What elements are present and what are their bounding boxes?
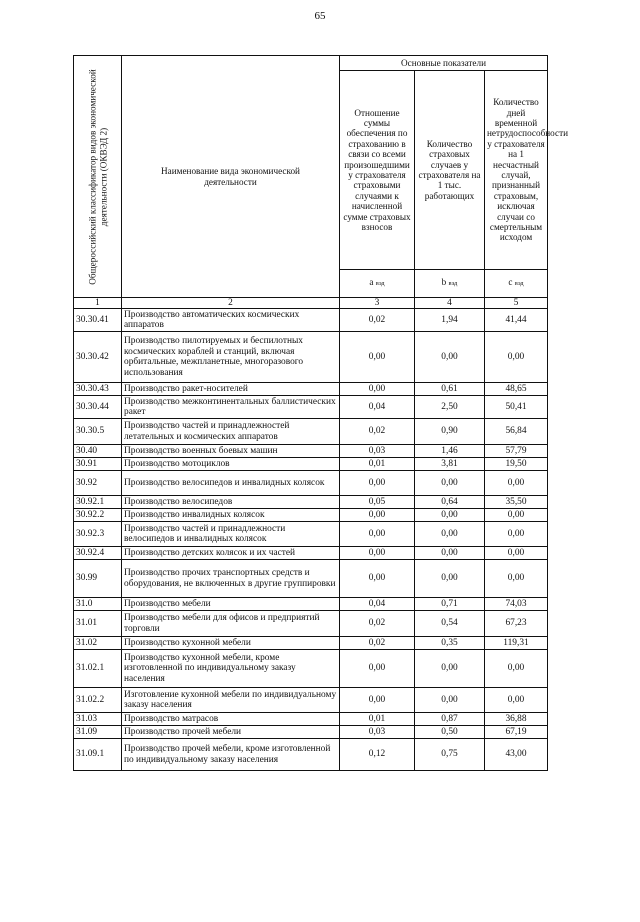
okved-code: 31.02.2 [74, 688, 122, 713]
value-c: 43,00 [485, 739, 548, 771]
col-b-symbol: b вэд [415, 270, 485, 298]
value-a: 0,00 [340, 509, 415, 522]
table-row [74, 396, 548, 419]
value-b: 0,71 [415, 598, 485, 611]
name-header: Наименование вида экономической деятельности [122, 56, 340, 298]
activity-name: Производство межконтинентальных баллистических ракет [122, 396, 340, 419]
value-c: 0,00 [485, 471, 548, 496]
value-c: 0,00 [485, 522, 548, 547]
activity-name: Производство прочей мебели, кроме изготовленной по индивидуальному заказу населения [122, 739, 340, 771]
column-number-1: 1 [74, 298, 122, 309]
value-a: 0,04 [340, 598, 415, 611]
table-row [74, 496, 548, 509]
value-c: 19,50 [485, 458, 548, 471]
value-a: 0,00 [340, 383, 415, 396]
value-b: 1,94 [415, 309, 485, 332]
activity-name: Производство пилотируемых и беспилотных космических кораблей и станций, включая орбитальные, межпланетные, многоразового использования [122, 332, 340, 383]
table-row [74, 522, 548, 547]
value-b: 0,61 [415, 383, 485, 396]
activity-name: Производство частей и принадлежностей летательных и космических аппаратов [122, 419, 340, 445]
column-number-row [74, 298, 548, 309]
value-b: 0,64 [415, 496, 485, 509]
table-row [74, 309, 548, 332]
value-c: 57,79 [485, 445, 548, 458]
value-c: 36,88 [485, 713, 548, 726]
value-c: 0,00 [485, 547, 548, 560]
table-row [74, 419, 548, 445]
okved-code: 30.92.3 [74, 522, 122, 547]
column-number-2: 2 [122, 298, 340, 309]
column-number-4: 4 [415, 298, 485, 309]
table-row [74, 688, 548, 713]
value-a: 0,00 [340, 332, 415, 383]
value-b: 0,00 [415, 522, 485, 547]
okved-code: 31.02 [74, 637, 122, 650]
value-b: 1,46 [415, 445, 485, 458]
value-c: 35,50 [485, 496, 548, 509]
value-c: 50,41 [485, 396, 548, 419]
activity-name: Производство инвалидных колясок [122, 509, 340, 522]
okved-code: 30.92.2 [74, 509, 122, 522]
value-a: 0,02 [340, 611, 415, 637]
table-row [74, 598, 548, 611]
group-header: Основные показатели [340, 56, 548, 71]
table-row [74, 471, 548, 496]
column-number-5: 5 [485, 298, 548, 309]
okved-code: 30.92 [74, 471, 122, 496]
okved-code: 30.30.43 [74, 383, 122, 396]
activity-name: Производство частей и принадлежности велосипедов и инвалидных колясок [122, 522, 340, 547]
table-row [74, 383, 548, 396]
activity-name: Производство кухонной мебели, кроме изготовленной по индивидуальному заказу населения [122, 650, 340, 688]
value-a: 0,00 [340, 547, 415, 560]
col-c-symbol: c вэд [485, 270, 548, 298]
activity-name: Производство ракет-носителей [122, 383, 340, 396]
table-row [74, 650, 548, 688]
page-number: 65 [314, 10, 326, 22]
activity-name: Производство мебели для офисов и предприятий торговли [122, 611, 340, 637]
okved-code: 30.92.4 [74, 547, 122, 560]
value-b: 0,00 [415, 471, 485, 496]
value-a: 0,01 [340, 458, 415, 471]
okved-code: 31.01 [74, 611, 122, 637]
value-a: 0,00 [340, 650, 415, 688]
okved-code: 31.0 [74, 598, 122, 611]
table-row [74, 332, 548, 383]
activity-name: Производство прочей мебели [122, 726, 340, 739]
indicators-table [73, 55, 569, 771]
activity-name: Производство матрасов [122, 713, 340, 726]
value-b: 3,81 [415, 458, 485, 471]
value-c: 0,00 [485, 650, 548, 688]
value-a: 0,00 [340, 560, 415, 598]
table-row [74, 637, 548, 650]
okved-header-cell [74, 56, 122, 298]
value-c: 74,03 [485, 598, 548, 611]
value-c: 0,00 [485, 509, 548, 522]
activity-name: Производство велосипедов и инвалидных колясок [122, 471, 340, 496]
okved-code: 31.02.1 [74, 650, 122, 688]
value-b: 0,90 [415, 419, 485, 445]
value-a: 0,02 [340, 309, 415, 332]
value-a: 0,00 [340, 471, 415, 496]
value-a: 0,05 [340, 496, 415, 509]
okved-code: 30.30.42 [74, 332, 122, 383]
activity-name: Производство мебели [122, 598, 340, 611]
okved-code: 31.03 [74, 713, 122, 726]
value-b: 0,87 [415, 713, 485, 726]
okved-code: 30.92.1 [74, 496, 122, 509]
value-b: 0,00 [415, 547, 485, 560]
okved-code: 30.91 [74, 458, 122, 471]
value-b: 0,50 [415, 726, 485, 739]
activity-name: Производство кухонной мебели [122, 637, 340, 650]
value-c: 0,00 [485, 332, 548, 383]
table-row [74, 739, 548, 771]
value-a: 0,01 [340, 713, 415, 726]
value-a: 0,00 [340, 522, 415, 547]
value-c: 0,00 [485, 560, 548, 598]
table-row [74, 611, 548, 637]
table-row [74, 713, 548, 726]
header-row-1 [74, 56, 548, 71]
col-a-header: Отношение суммы обеспечения по страхованию в связи со всеми произошедшими у страхователя страховыми случаями к начисленной сумме страховых взносов [340, 71, 415, 270]
okved-code: 30.30.41 [74, 309, 122, 332]
okved-code: 30.40 [74, 445, 122, 458]
activity-name: Производство мотоциклов [122, 458, 340, 471]
value-a: 0,03 [340, 445, 415, 458]
okved-code: 30.30.5 [74, 419, 122, 445]
value-b: 0,00 [415, 509, 485, 522]
value-c: 41,44 [485, 309, 548, 332]
value-b: 0,35 [415, 637, 485, 650]
value-b: 0,00 [415, 560, 485, 598]
col-c-header: Количество дней временной нетрудоспособности у страхователя на 1 несчастный случай, признанный страховым, исключая случаи со смертельным исходом [485, 71, 548, 270]
value-c: 67,23 [485, 611, 548, 637]
value-b: 0,54 [415, 611, 485, 637]
value-a: 0,03 [340, 726, 415, 739]
value-b: 0,75 [415, 739, 485, 771]
okved-code: 30.30.44 [74, 396, 122, 419]
okved-code: 31.09 [74, 726, 122, 739]
value-a: 0,00 [340, 688, 415, 713]
value-b: 0,00 [415, 650, 485, 688]
value-b: 0,00 [415, 332, 485, 383]
activity-name: Производство детских колясок и их частей [122, 547, 340, 560]
value-a: 0,04 [340, 396, 415, 419]
table-row [74, 509, 548, 522]
col-a-symbol: a вэд [340, 270, 415, 298]
activity-name: Производство военных боевых машин [122, 445, 340, 458]
activity-name: Изготовление кухонной мебели по индивидуальному заказу населения [122, 688, 340, 713]
activity-name: Производство автоматических космических аппаратов [122, 309, 340, 332]
okved-code: 30.99 [74, 560, 122, 598]
value-c: 119,31 [485, 637, 548, 650]
table-row [74, 458, 548, 471]
column-number-3: 3 [340, 298, 415, 309]
activity-name: Производство велосипедов [122, 496, 340, 509]
table-row [74, 547, 548, 560]
value-b: 2,50 [415, 396, 485, 419]
value-c: 0,00 [485, 688, 548, 713]
okved-code: 31.09.1 [74, 739, 122, 771]
table-row [74, 726, 548, 739]
table-body [74, 309, 548, 771]
activity-name: Производство прочих транспортных средств и оборудования, не включенных в другие группировки [122, 560, 340, 598]
table-row [74, 560, 548, 598]
col-b-header: Количество страховых случаев у страхователя на 1 тыс. работающих [415, 71, 485, 270]
value-a: 0,12 [340, 739, 415, 771]
value-c: 48,65 [485, 383, 548, 396]
value-a: 0,02 [340, 419, 415, 445]
okved-header: Общероссийский классификатор видов экономической деятельности (ОКВЭД 2) [87, 68, 108, 285]
value-b: 0,00 [415, 688, 485, 713]
value-a: 0,02 [340, 637, 415, 650]
table-row [74, 445, 548, 458]
value-c: 56,84 [485, 419, 548, 445]
value-c: 67,19 [485, 726, 548, 739]
